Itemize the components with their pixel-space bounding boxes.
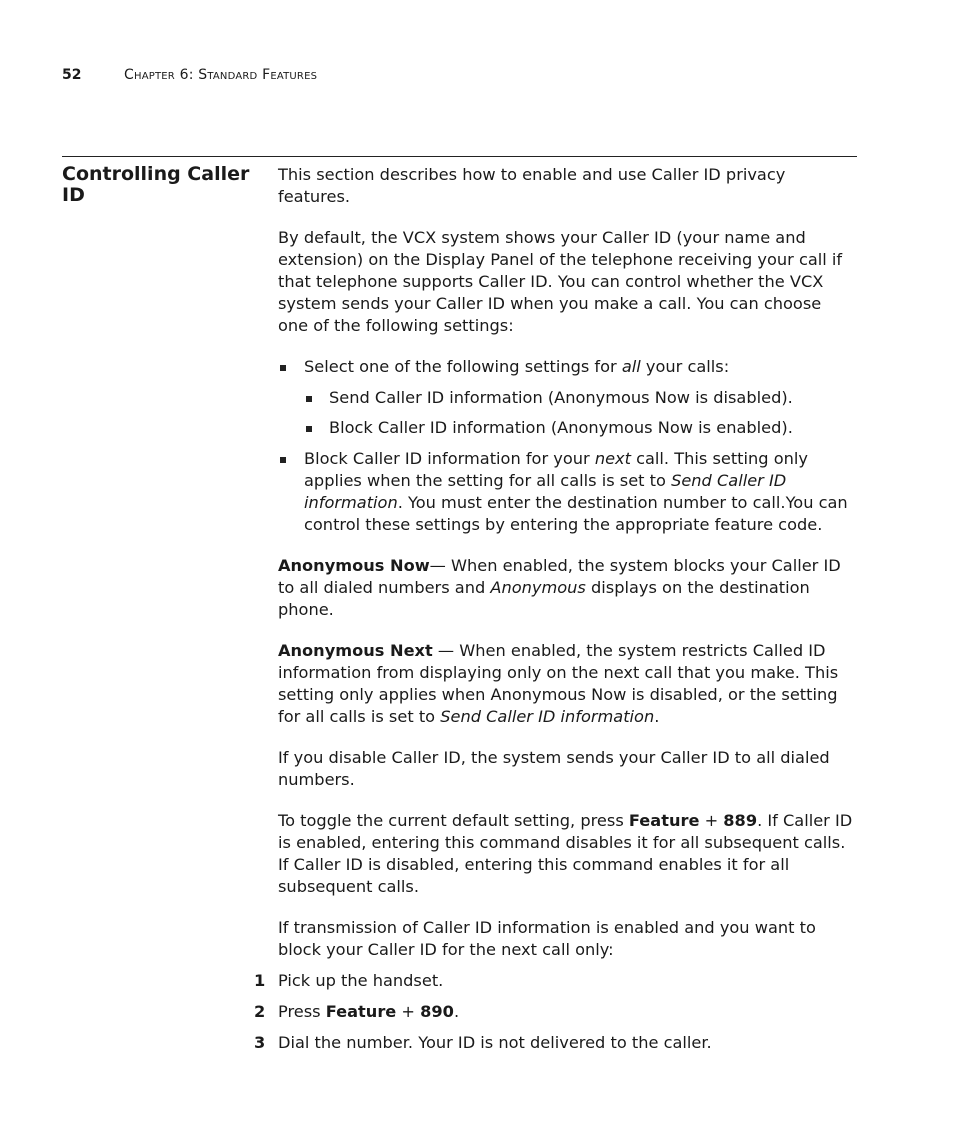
anonymous-now-paragraph — [278, 555, 856, 621]
list-item: Send Caller ID information (Anonymous Now is disabled). — [304, 387, 856, 409]
bullet-text: call. This setting only applies when the setting for all calls is set to — [304, 449, 808, 490]
step-text: Pick up the handset. — [278, 971, 444, 990]
step-text: Press — [278, 1002, 326, 1021]
term-anonymous-next: Anonymous Next — [278, 641, 433, 660]
chapter-title: Chapter 6: Standard Features — [124, 67, 318, 83]
bullet-emphasis: next — [594, 449, 631, 468]
bullet-emphasis: Send Caller ID information — [304, 471, 787, 512]
plus-sign: + — [396, 1002, 421, 1021]
section-divider — [62, 156, 857, 157]
bullet-text: your calls: — [640, 357, 730, 376]
settings-list — [278, 356, 856, 536]
key-feature: Feature — [325, 1002, 397, 1021]
emphasis-text: Anonymous — [490, 578, 586, 597]
paragraph-text: displays on the destination phone. — [278, 578, 810, 619]
default-paragraph: By default, the VCX system shows your Caller ID (your name and extension) on the Display Panel of the telephone receiving your call if that telephone supports Caller ID. You can control whether the VCX system sends your Caller ID when you make a call. You can choose one of the following settings: — [278, 228, 843, 335]
list-item — [278, 356, 856, 439]
key-code: 889 — [723, 811, 758, 830]
step-number: 1 — [254, 971, 266, 990]
key-feature: Feature — [628, 811, 700, 830]
paragraph-text: To toggle the current default setting, press — [278, 811, 629, 830]
step-item — [254, 970, 856, 992]
step-number: 3 — [254, 1033, 266, 1052]
section-heading: Controlling Caller ID — [62, 163, 250, 206]
toggle-paragraph — [278, 810, 856, 898]
bullet-text: Block Caller ID information for your — [304, 449, 595, 468]
intro-paragraph: This section describes how to enable and use Caller ID privacy features. — [278, 165, 786, 206]
step-text: . — [453, 1002, 460, 1021]
all-calls-options — [304, 387, 856, 439]
list-item: Block Caller ID information (Anonymous Now is enabled). — [304, 417, 856, 439]
bullet-text: Select one of the following settings for — [304, 357, 622, 376]
anonymous-next-paragraph — [278, 640, 856, 728]
disable-paragraph: If you disable Caller ID, the system sends your Caller ID to all dialed numbers. — [278, 748, 830, 789]
paragraph-text: . If Caller ID is enabled, entering this command disables it for all subsequent calls. If Caller ID is disabled, entering this command enables it for all subsequent calls. — [278, 811, 853, 896]
paragraph-text: — When enabled, the system blocks your Caller ID to all dialed numbers and — [278, 556, 841, 597]
section-body — [254, 164, 856, 1063]
step-number: 2 — [254, 1002, 266, 1021]
page-number: 52 — [62, 67, 82, 83]
bullet-text: . You must enter the destination number to call.You can control these settings by entering the appropriate feature code. — [304, 493, 848, 534]
step-item — [254, 1001, 856, 1023]
steps-list — [254, 970, 856, 1054]
block-next-intro: If transmission of Caller ID information is enabled and you want to block your Caller ID for the next call only: — [278, 918, 816, 959]
paragraph-text: . — [654, 707, 660, 726]
step-text: Dial the number. Your ID is not delivered to the caller. — [278, 1033, 712, 1052]
bullet-emphasis: all — [621, 357, 641, 376]
plus-sign: + — [699, 811, 724, 830]
term-anonymous-now: Anonymous Now — [278, 556, 430, 575]
step-item — [254, 1032, 856, 1054]
paragraph-text: — When enabled, the system restricts Called ID information from displaying only on the next call that you make. This setting only applies when Anonymous Now is disabled, or the setting for all calls is set to — [278, 641, 839, 726]
key-code: 890 — [420, 1002, 454, 1021]
emphasis-text: Send Caller ID information — [440, 707, 655, 726]
list-item — [278, 448, 856, 536]
